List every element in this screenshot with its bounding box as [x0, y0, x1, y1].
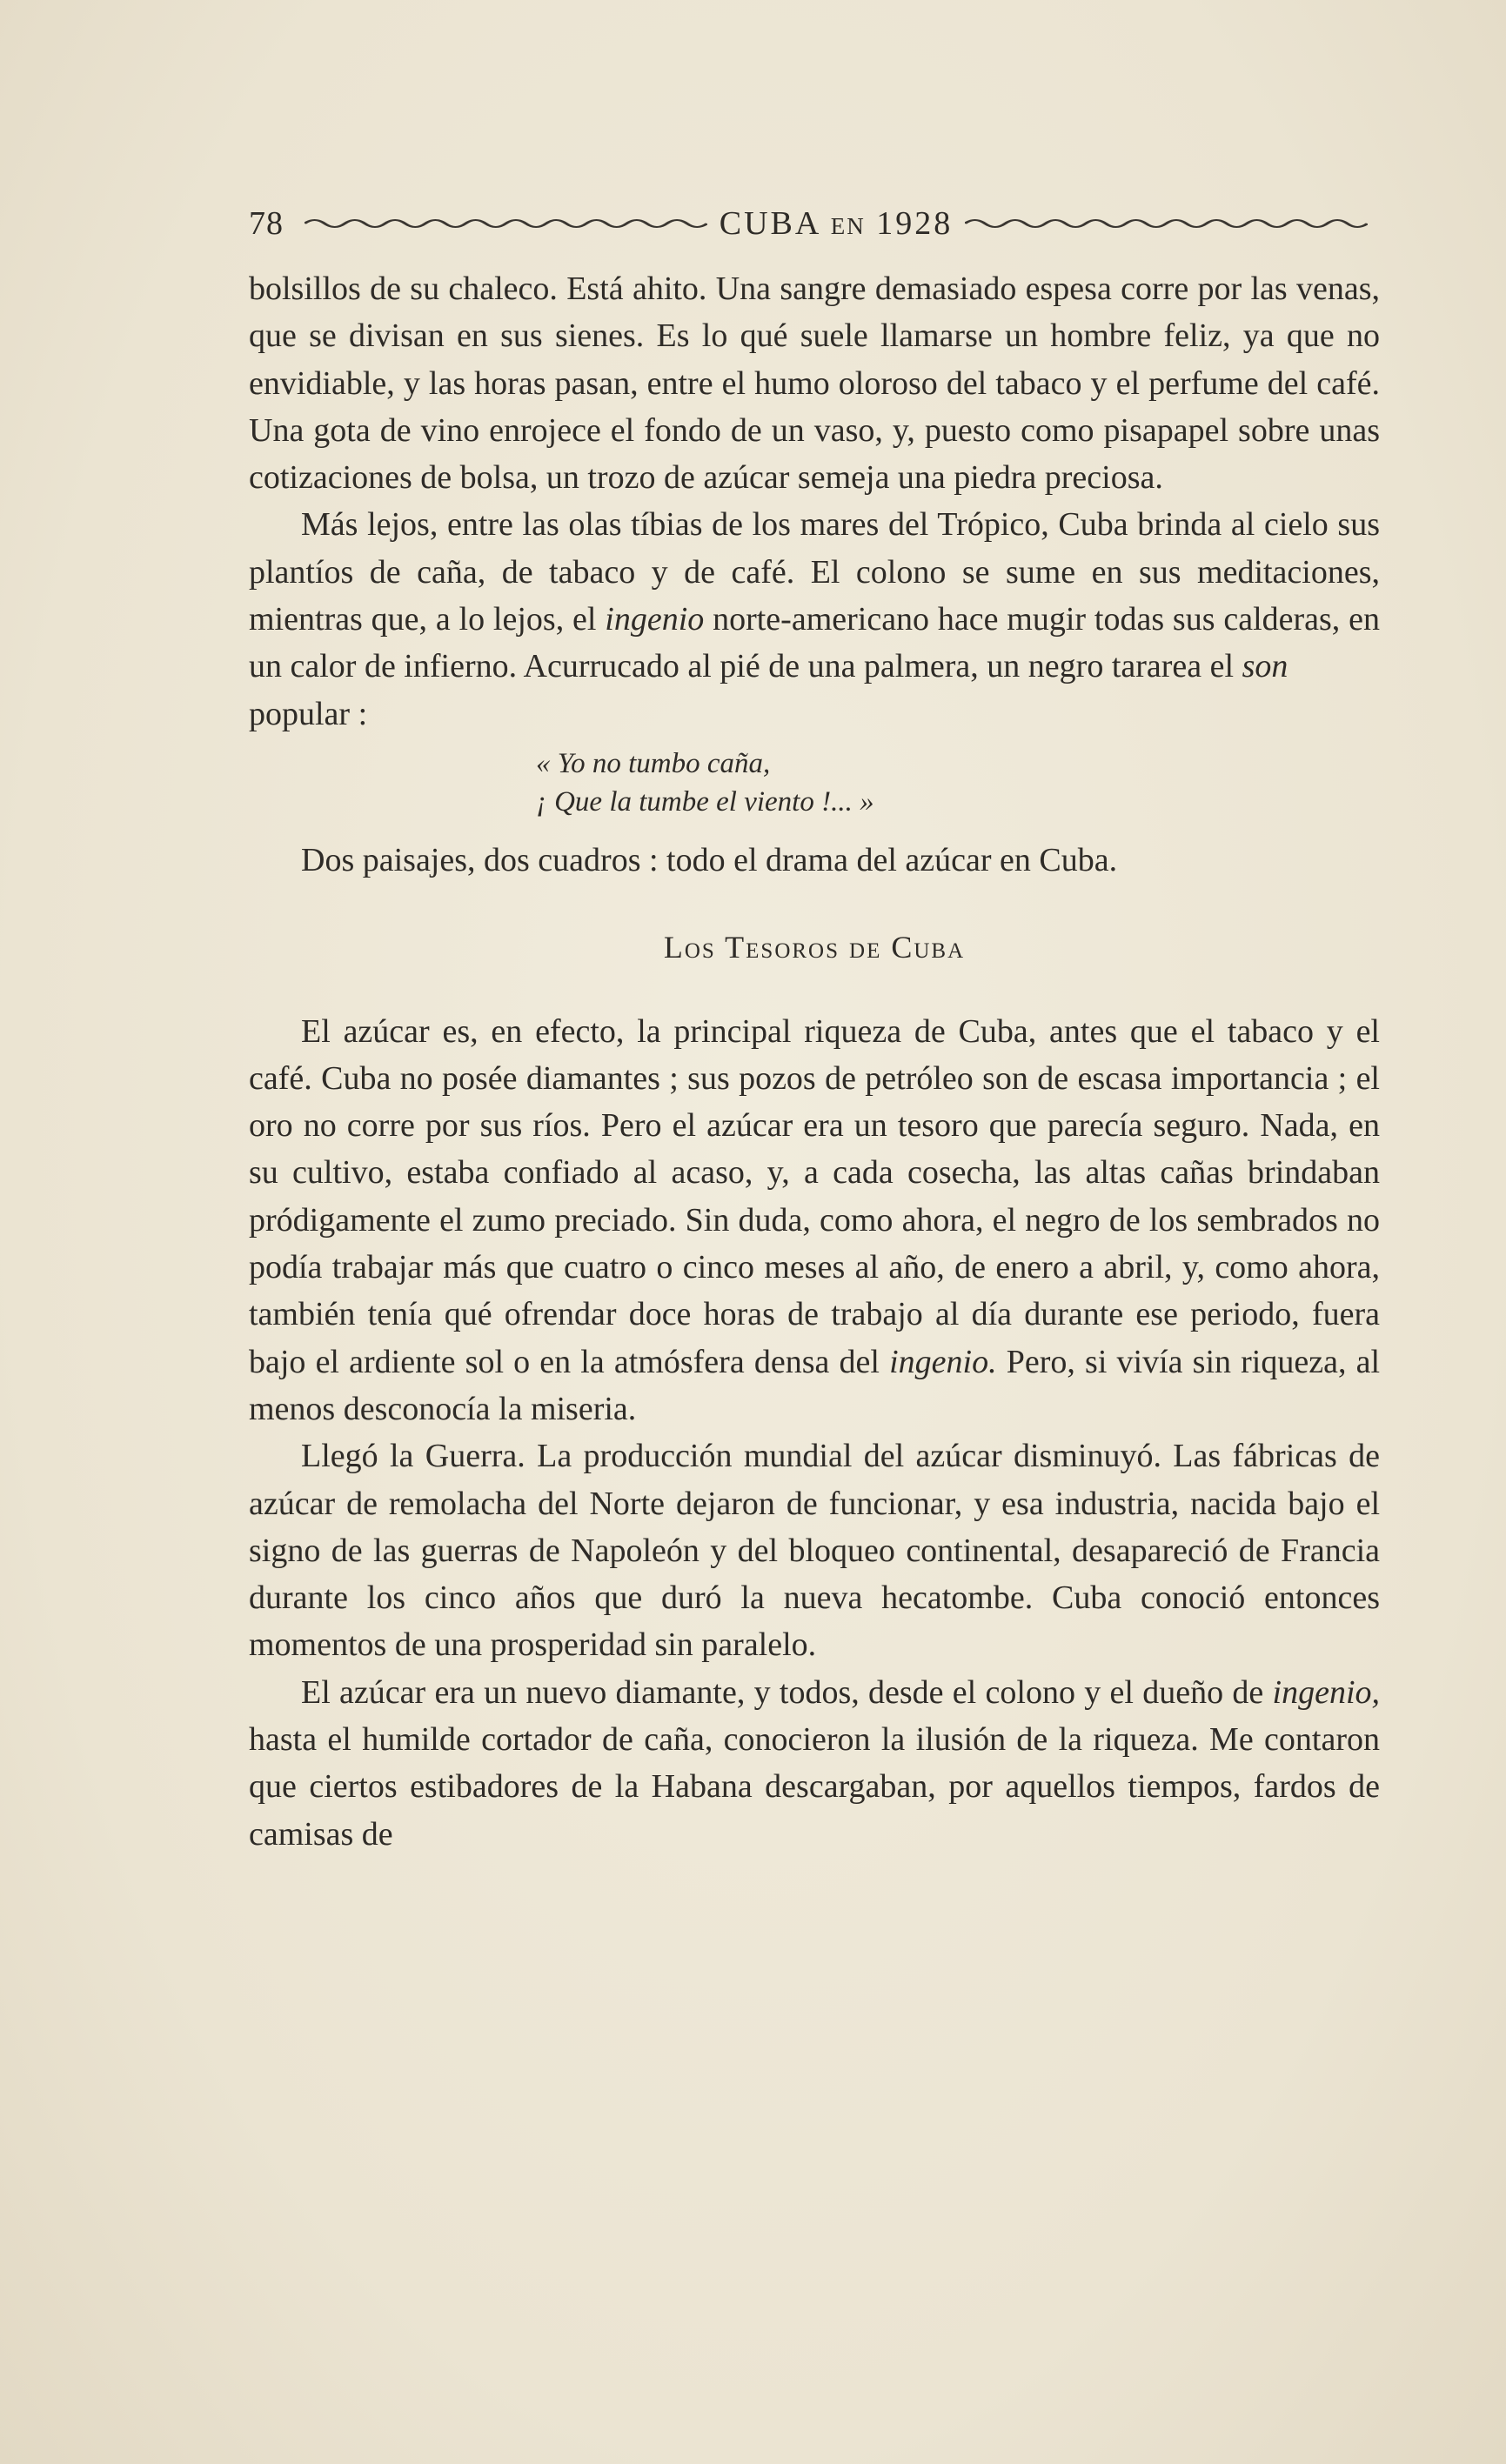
wavy-rule-left [305, 215, 707, 232]
paragraph: Más lejos, entre las olas tíbias de los mares del Trópico, Cuba brinda al cielo sus plantíos de caña, de tabaco y de café. El colono se sume en sus meditaciones, mientras que, a lo lejos, el ingenio norte-americano hace mugir todas sus calderas, en un calor de infierno. Acurrucado al pié de una palmera, un negro tararea el son popular : [249, 506, 1380, 732]
verse-line: ¡ Que la tumbe el viento !... » [536, 785, 874, 818]
body-text [249, 265, 1380, 1858]
italic-term: ingenio, [1272, 1673, 1380, 1711]
paragraph: El azúcar es, en efecto, la principal riqueza de Cuba, antes que el tabaco y el café. Cuba no posée diamantes ; sus pozos de petróleo son de escasa importancia ; el oro no corre por sus ríos. Pero el azúcar era un tesoro que parecía seguro. Nada, en su cultivo, estaba confiado al acaso, y, a cada cosecha, las altas cañas brindaban pródigamente el zumo preciado. Sin duda, como ahora, el negro de los sembrados no podía trabajar más que cuatro o cinco meses al año, de enero a abril, y, como ahora, también tenía qué ofrendar doce horas de trabajo al día durante ese periodo, fuera bajo el ardiente sol o en la atmósfera densa del ingenio. Pero, si vivía sin riqueza, al menos desconocía la miseria. [249, 1012, 1381, 1427]
wavy-rule-right [965, 215, 1368, 232]
page-number: 78 [249, 205, 284, 242]
running-title: CUBA EN 1928 [719, 205, 954, 242]
paragraph: Dos paisajes, dos cuadros : todo el drama del azúcar en Cuba. [301, 841, 1118, 878]
italic-term: ingenio. [889, 1343, 997, 1380]
verse-line: « Yo no tumbo caña, [536, 747, 771, 779]
paragraph: Llegó la Guerra. La producción mundial del azúcar disminuyó. Las fábricas de azúcar de remolacha del Norte dejaron de funcionar, y esa industria, nacida bajo el signo de las guerras de Napoleón y del bloqueo continental, desapareció de Francia durante los cinco años que duró la nueva hecatombe. Cuba conoció entonces momentos de una prosperidad sin paralelo. [249, 1438, 1380, 1664]
verse-quote [536, 745, 1380, 821]
running-header [249, 202, 1380, 245]
paragraph: El azúcar era un nuevo diamante, y todos, desde el colono y el dueño de ingenio, hasta el humilde cortador de caña, conocieron la ilusión de la riqueza. Me contaron que ciertos estibadores de la Habana descargaban, por aquellos tiempos, fardos de camisas de [249, 1673, 1380, 1853]
section-heading: Los Tesoros de Cuba [663, 930, 966, 965]
italic-term: ingenio [605, 601, 705, 638]
paragraph: bolsillos de su chaleco. Está ahito. Una sangre demasiado espesa corre por las venas, que se divisan en sus sienes. Es lo qué suele llamarse un hombre feliz, ya que no envidiable, y las horas pasan, entre el humo oloroso del tabaco y el perfume del café. Una gota de vino enrojece el fondo de un vaso, y, puesto como pisapapel sobre unas cotizaciones de bolsa, un trozo de azúcar semeja una piedra preciosa. [249, 270, 1380, 497]
italic-term: son [1242, 648, 1288, 685]
